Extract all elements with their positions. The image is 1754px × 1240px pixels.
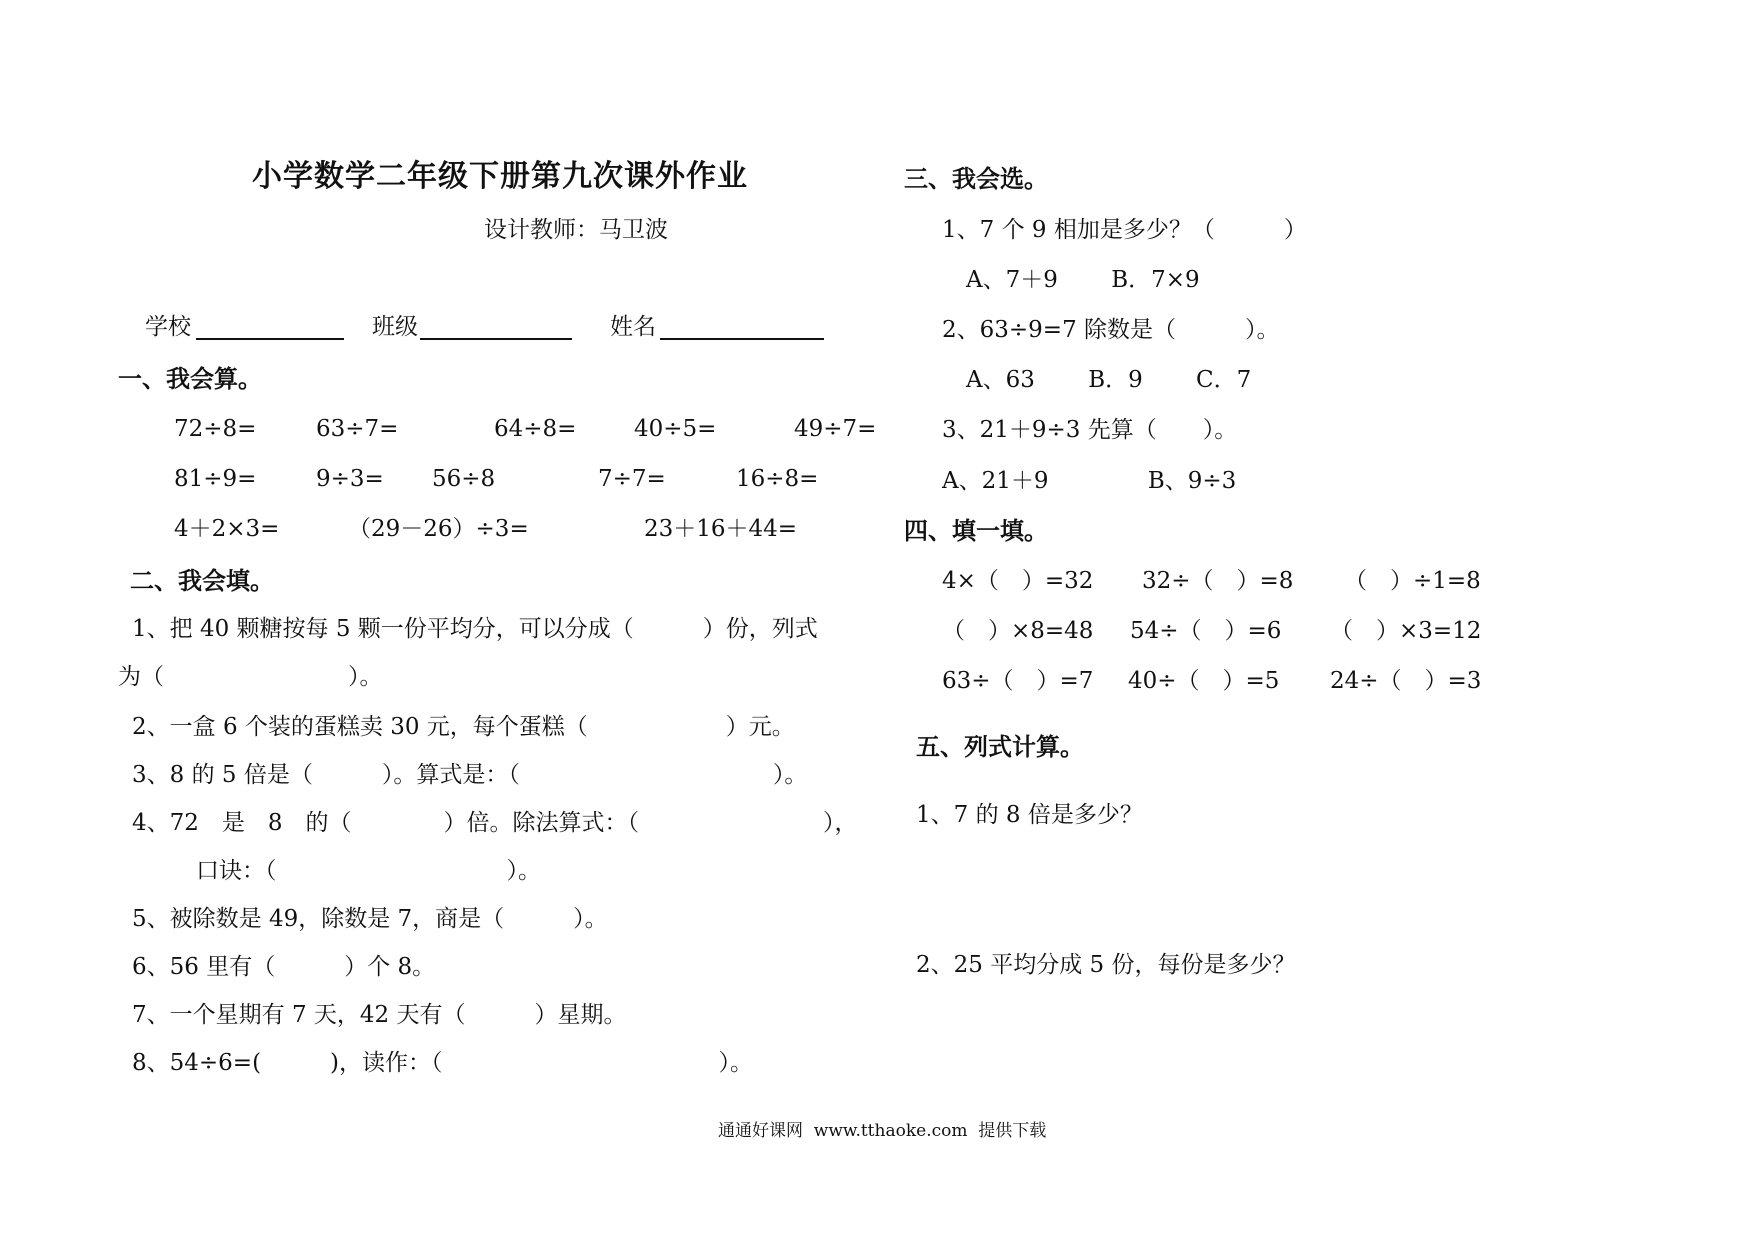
calc-item: 63÷7= xyxy=(316,416,399,442)
fill-blank-item: 54÷（ ）=6 xyxy=(1130,618,1282,644)
section-2-heading: 二、我会填。 xyxy=(130,566,274,595)
choice-question: 1、7 个 9 相加是多少？（ ） xyxy=(942,217,1307,243)
fill-blank-item: 63÷（ ）=7 xyxy=(942,668,1094,694)
class-label: 班级 xyxy=(372,314,418,340)
calc-item: 16÷8= xyxy=(736,466,819,492)
calc-item: 9÷3= xyxy=(316,466,384,492)
choice-options: A、63 B．9 C．7 xyxy=(966,367,1252,393)
section-1-heading: 一、我会算。 xyxy=(118,364,262,393)
fill-question: 3、8 的 5 倍是（ ）。算式是：（ ）。 xyxy=(132,762,808,788)
fill-blank-item: （ ）×8=48 xyxy=(942,618,1094,644)
fill-question: 为（ ）。 xyxy=(118,664,383,690)
school-label: 学校 xyxy=(145,314,191,340)
word-problem: 2、25 平均分成 5 份，每份是多少？ xyxy=(916,952,1296,978)
calc-item: 64÷8= xyxy=(494,416,577,442)
section-5-heading: 五、列式计算。 xyxy=(916,732,1084,761)
fill-blank-item: 4×（ ）=32 xyxy=(942,568,1094,594)
fill-question: 7、一个星期有 7 天，42 天有（ ）星期。 xyxy=(132,1002,627,1028)
fill-question: 5、被除数是 49，除数是 7，商是（ ）。 xyxy=(132,906,608,932)
calc-item: 56÷8 xyxy=(432,466,496,492)
calc-item: 40÷5= xyxy=(634,416,717,442)
calc-item: 49÷7= xyxy=(794,416,877,442)
choice-options: A、7＋9 B．7×9 xyxy=(966,267,1200,293)
fill-blank-item: 32÷（ ）=8 xyxy=(1142,568,1294,594)
word-problem: 1、7 的 8 倍是多少？ xyxy=(916,802,1143,828)
calc-item: 7÷7= xyxy=(598,466,666,492)
section-4-heading: 四、填一填。 xyxy=(904,516,1048,545)
teacher-credit: 设计教师：马卫波 xyxy=(484,217,668,243)
fill-blank-item: （ ）÷1=8 xyxy=(1344,568,1481,594)
fill-blank-item: 24÷（ ）=3 xyxy=(1330,668,1482,694)
fill-question: 2、一盒 6 个装的蛋糕卖 30 元，每个蛋糕（ ）元。 xyxy=(132,714,795,740)
calc-item: 81÷9= xyxy=(174,466,257,492)
fill-question: 口诀：（ ）。 xyxy=(196,858,541,884)
choice-question: 3、21＋9÷3 先算（ ）。 xyxy=(942,417,1238,443)
class-blank[interactable] xyxy=(420,338,572,340)
calc-item: （29－26）÷3= xyxy=(348,516,529,542)
fill-blank-item: （ ）×3=12 xyxy=(1330,618,1482,644)
choice-question: 2、63÷9=7 除数是（ ）。 xyxy=(942,317,1280,343)
page-title: 小学数学二年级下册第九次课外作业 xyxy=(252,159,748,194)
fill-blank-item: 40÷（ ）=5 xyxy=(1128,668,1280,694)
choice-options: A、21＋9 B、9÷3 xyxy=(942,468,1237,494)
calc-item: 72÷8= xyxy=(174,416,257,442)
fill-question: 6、56 里有（ ）个 8。 xyxy=(132,954,436,980)
calc-item: 23＋16＋44= xyxy=(644,516,798,542)
footer-source: 通通好课网 www.tthaoke.com 提供下载 xyxy=(718,1121,1047,1141)
fill-question: 1、把 40 颗糖按每 5 颗一份平均分，可以分成（ ）份，列式 xyxy=(132,616,818,642)
fill-question: 8、54÷6=( )，读作：（ ）。 xyxy=(132,1050,754,1076)
school-blank[interactable] xyxy=(196,338,344,340)
section-3-heading: 三、我会选。 xyxy=(904,164,1048,193)
name-label: 姓名 xyxy=(610,314,656,340)
name-blank[interactable] xyxy=(660,338,824,340)
fill-question: 4、72 是 8 的（ ）倍。除法算式：（ ）， xyxy=(132,810,858,836)
calc-item: 4＋2×3= xyxy=(174,516,280,542)
